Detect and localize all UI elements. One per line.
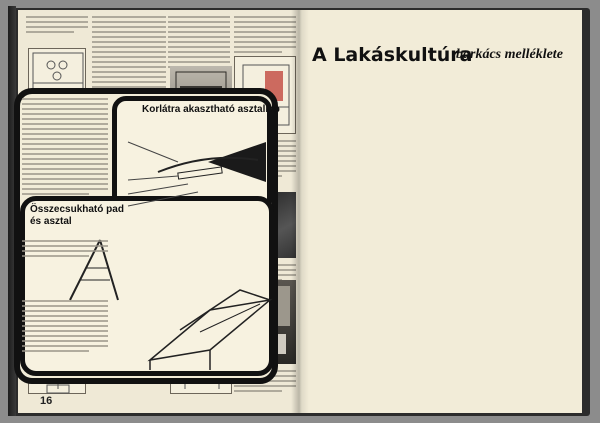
text-lines xyxy=(168,16,230,68)
folding-table-drawing xyxy=(140,270,274,374)
intro-text xyxy=(22,98,108,198)
railing-table-drawing xyxy=(118,122,268,212)
heading-title: A Lakáskultúra xyxy=(312,44,473,66)
section-title-folding-bench: Összecsukható pad és asztal xyxy=(30,204,124,227)
page-number: 16 xyxy=(40,395,53,407)
right-page xyxy=(300,10,582,413)
left-column-3 xyxy=(168,16,230,71)
text-lines xyxy=(26,16,88,33)
floorplan-sketch xyxy=(28,48,86,92)
left-column-2 xyxy=(92,16,166,96)
text-lines xyxy=(92,16,166,93)
section-title-railing-table: Korlátra akasztható asztallap xyxy=(142,104,280,115)
bench-text xyxy=(22,240,108,260)
assembly-text xyxy=(22,300,108,355)
left-column-1 xyxy=(26,16,88,36)
page-heading xyxy=(312,40,572,74)
text-lines xyxy=(234,16,296,53)
heading-subtitle: barkács melléklete xyxy=(456,47,563,62)
left-column-4 xyxy=(234,16,296,56)
